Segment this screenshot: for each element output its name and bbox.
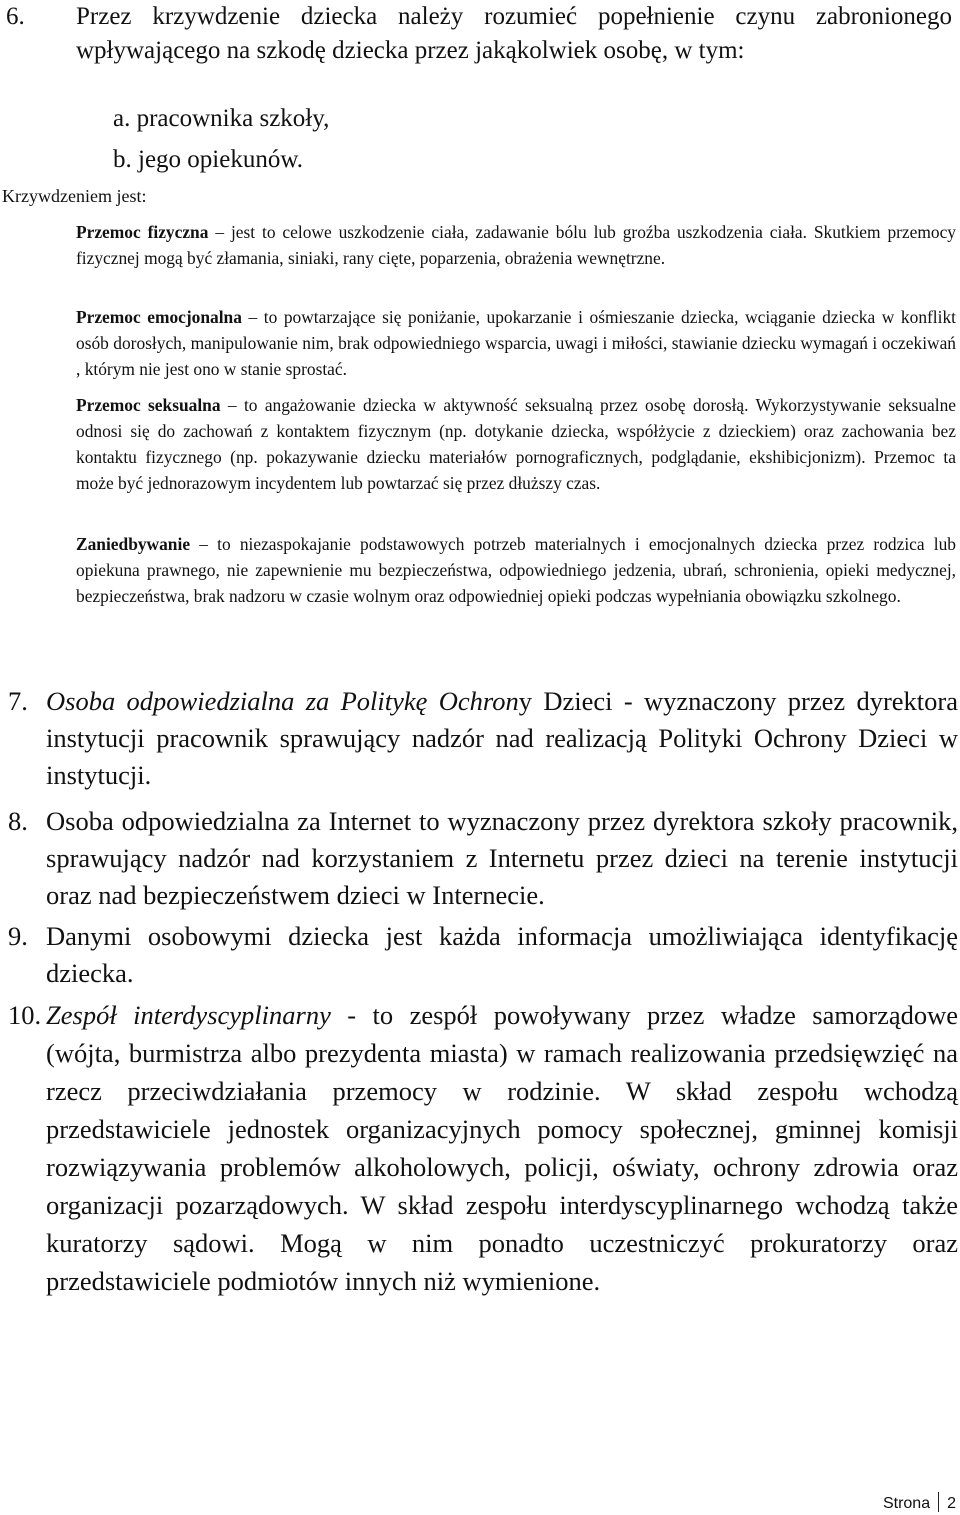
definition-sexual-abuse [76,392,956,496]
item-text: Przez krzywdzenie dziecka należy rozumieć popełnienie czynu zabronionego wpływającego na szkodę dziecka przez jakąkolwiek osobę, w tym: [76,3,952,64]
item-text [46,996,958,1300]
definition: – to powtarzające się poniżanie, upokarzanie i ośmieszanie dziecka, wciąganie dziecka w konflikt osób dorosłych, manipulowanie nim, brak odpowiedniego wsparcia, uwagi i miłości, stawianie dziecku wymagań i oczekiwań , którym nie jest ono w stanie sprostać. [76,307,956,379]
definition-physical-abuse [76,219,956,271]
item-number: 10. [8,1000,42,1030]
term: Zaniedbywanie [76,534,191,554]
definition: y Dzieci - wyznaczony przez dyrektora instytucji pracownik sprawujący nadzór nad realizacją Polityki Ochrony Dzieci w instytucji. [46,686,958,790]
term: Przemoc emocjonalna [76,307,242,327]
page-label: Strona [882,1495,931,1512]
list-item-10 [0,996,958,1300]
list-item-9 [0,918,958,992]
footer-divider [938,1492,939,1512]
item-number: 7. [8,686,28,716]
item-number: 9. [8,921,28,951]
definition: - to zespół powoływany przez władze samorządowe (wójta, burmistrza albo prezydenta miasta) w ramach realizowania przedsięwzięć na rzecz przeciwdziałania przemocy w rodzinie. W skład zespołu wchodzą przedstawiciele jednostek organizacyjnych pomocy społecznej, gminnej komisji rozwiązywania problemów alkoholowych, policji, oświaty, ochrony zdrowia oraz organizacji pozarządowych. W skład zespołu interdyscyplinarnego wchodzą także kuratorzy sądowi. Mogą w nim ponadto uczestniczyć prokuratorzy oraz przedstawiciele podmiotów innych niż wymienione. [46,1000,958,1296]
section-label: Krzywdzeniem jest: [2,186,147,206]
sub-item-b: b. jego opiekunów. [113,146,304,173]
definition: – jest to celowe uszkodzenie ciała, zadawanie bólu lub groźba uszkodzenia ciała. Skutkiem przemocy fizycznej mogą być złamania, siniaki, rany cięte, poparzenia, obrażenia wewnętrzne. [76,222,957,268]
list-item-7 [0,683,958,794]
page-footer [883,1492,956,1515]
item-text [46,683,958,794]
term: Osoba odpowiedzialna za Politykę Ochron [46,686,519,716]
definition: – to niezaspokajanie podstawowych potrzeb materialnych i emocjonalnych dziecka przez rodzica lub opiekuna prawnego, nie zapewnienie mu bezpieczeństwa, odpowiedniego jedzenia, ubrań, schronienia, opieki medycznej, bezpieczeństwa, brak nadzoru w czasie wolnym oraz odpowiedniej opieki podczas wypełniania obowiązku szkolnego. [76,534,956,606]
definition-emotional-abuse [76,304,956,382]
sub-item-a: a. pracownika szkoły, [113,105,330,132]
list-item-6 [0,0,958,68]
page-number: 2 [947,1495,956,1512]
item-number: 8. [8,806,28,836]
item-text: Danymi osobowymi dziecka jest każda informacja umożliwiająca identyfikację dziecka. [46,921,958,988]
item-text: Osoba odpowiedzialna za Internet to wyznaczony przez dyrektora szkoły pracownik, sprawujący nadzór nad korzystaniem z Internetu przez dzieci na terenie instytucji oraz nad bezpieczeństwem dzieci w Internecie. [46,806,958,910]
term: Przemoc seksualna [76,395,221,415]
term: Przemoc fizyczna [76,222,209,242]
definition: – to angażowanie dziecka w aktywność seksualną przez osobę dorosłą. Wykorzystywanie seksualne odnosi się do zachowań z kontaktem fizycznym (np. dotykanie dziecka, współżycie z dzieckiem) oraz zachowania bez kontaktu fizycznego (np. pokazywanie dziecku materiałów pornograficznych, podglądanie, ekshibicjonizm). Przemoc ta może być jednorazowym incydentem lub powtarzać się przez dłuższy czas. [76,395,956,493]
term: Zespół interdyscyplinarny [46,1000,331,1030]
list-item-8 [0,803,958,914]
definition-neglect [76,531,956,609]
item-number: 6. [6,3,25,30]
